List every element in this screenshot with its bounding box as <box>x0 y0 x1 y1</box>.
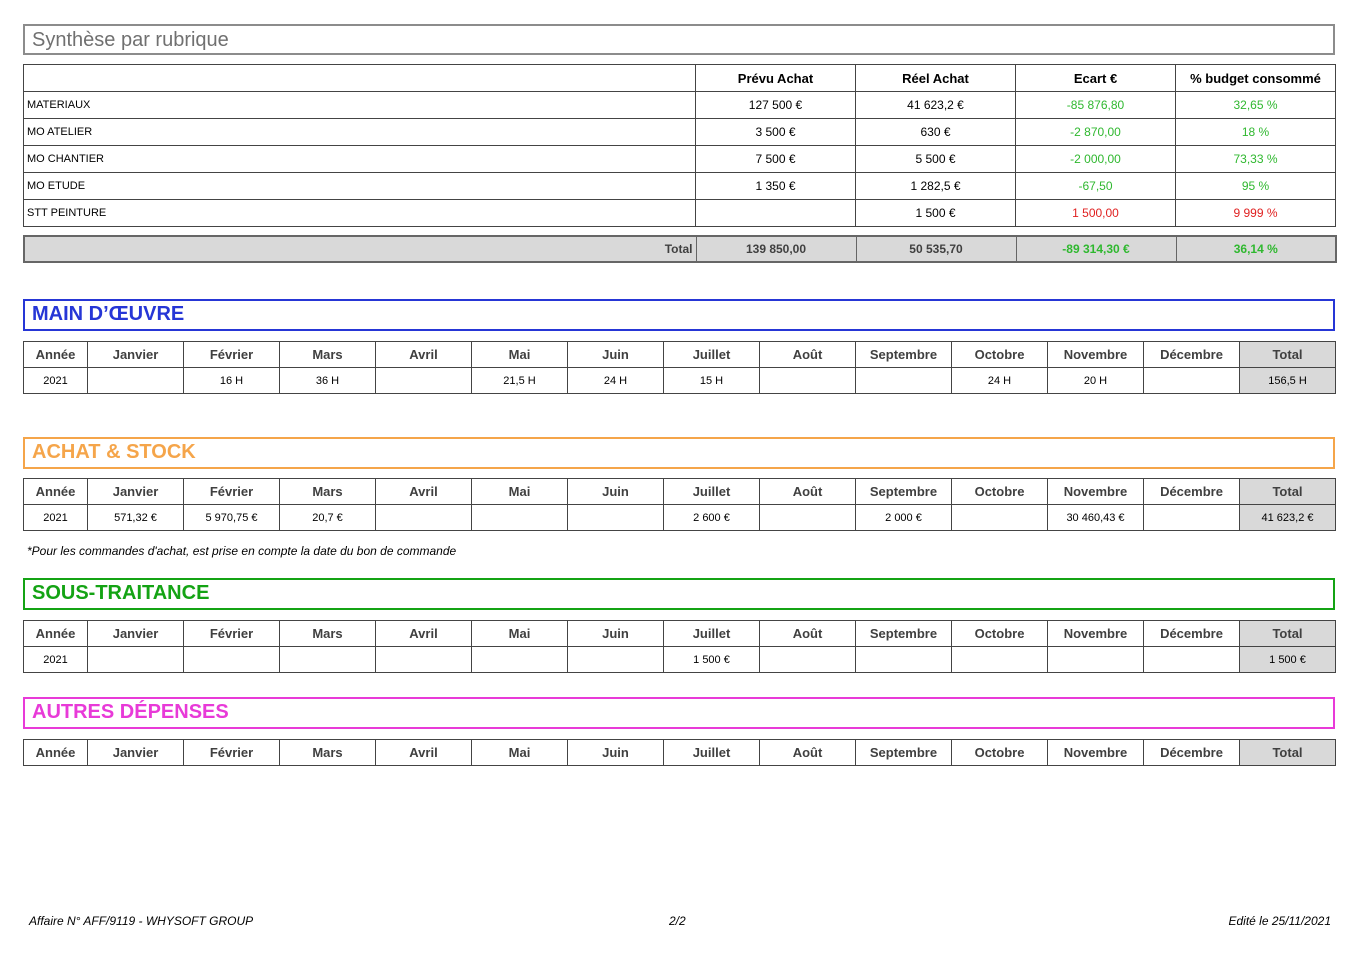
month-cell <box>184 647 280 673</box>
month-cell <box>952 505 1048 531</box>
row-reel: 41 623,2 € <box>856 92 1016 119</box>
month-header-cell: Mars <box>280 479 376 505</box>
total-label: Total <box>24 236 696 262</box>
month-header-cell: Année <box>24 621 88 647</box>
month-header-cell: Juillet <box>664 740 760 766</box>
month-header-cell: Octobre <box>952 479 1048 505</box>
row-reel: 1 500 € <box>856 200 1016 227</box>
month-header-cell: Total <box>1240 621 1336 647</box>
main-oeuvre-table <box>23 341 1336 394</box>
row-prevu: 3 500 € <box>696 119 856 146</box>
month-cell: 2021 <box>24 647 88 673</box>
month-cell <box>376 647 472 673</box>
row-ecart: -2 000,00 <box>1016 146 1176 173</box>
month-cell <box>568 505 664 531</box>
month-header-cell: Mai <box>472 479 568 505</box>
month-header-cell: Avril <box>376 740 472 766</box>
month-cell <box>760 505 856 531</box>
summary-header-reel: Réel Achat <box>856 65 1016 92</box>
month-cell: 24 H <box>952 368 1048 394</box>
month-header-row <box>24 740 1336 766</box>
month-header-cell: Janvier <box>88 740 184 766</box>
row-ecart: 1 500,00 <box>1016 200 1176 227</box>
summary-table <box>23 64 1336 227</box>
month-cell <box>568 647 664 673</box>
achat-stock-title: ACHAT & STOCK <box>32 441 196 463</box>
month-header-cell: Novembre <box>1048 621 1144 647</box>
month-header-cell: Mars <box>280 342 376 368</box>
month-cell <box>856 368 952 394</box>
month-header-cell: Février <box>184 342 280 368</box>
footer-page: 2/2 <box>669 914 686 928</box>
month-cell <box>1144 647 1240 673</box>
row-label: MO ATELIER <box>24 119 696 146</box>
month-cell: 30 460,43 € <box>1048 505 1144 531</box>
autres-depenses-table <box>23 739 1336 766</box>
month-cell: 20 H <box>1048 368 1144 394</box>
month-header-cell: Juillet <box>664 621 760 647</box>
month-cell: 16 H <box>184 368 280 394</box>
month-header-row <box>24 621 1336 647</box>
row-pct: 32,65 % <box>1176 92 1336 119</box>
month-header-cell: Janvier <box>88 479 184 505</box>
month-header-cell: Total <box>1240 740 1336 766</box>
summary-header-row <box>24 65 1336 92</box>
total-reel: 50 535,70 <box>856 236 1016 262</box>
month-header-cell: Avril <box>376 621 472 647</box>
month-cell <box>88 647 184 673</box>
month-cell <box>376 505 472 531</box>
autres-depenses-section-header <box>23 697 1335 729</box>
table-row <box>24 368 1336 394</box>
month-header-cell: Avril <box>376 342 472 368</box>
month-header-cell: Février <box>184 740 280 766</box>
month-cell: 2 600 € <box>664 505 760 531</box>
summary-total-row <box>24 236 1336 262</box>
month-cell <box>760 368 856 394</box>
month-header-cell: Juin <box>568 479 664 505</box>
month-header-cell: Février <box>184 621 280 647</box>
summary-header-label <box>24 65 696 92</box>
table-row <box>24 146 1336 173</box>
month-header-cell: Septembre <box>856 740 952 766</box>
month-header-cell: Juin <box>568 621 664 647</box>
month-cell: 21,5 H <box>472 368 568 394</box>
summary-total-table <box>23 235 1337 263</box>
month-header-row <box>24 479 1336 505</box>
summary-title: Synthèse par rubrique <box>32 29 229 51</box>
month-header-cell: Année <box>24 740 88 766</box>
month-header-cell: Novembre <box>1048 740 1144 766</box>
main-oeuvre-section-header <box>23 299 1335 331</box>
total-pct: 36,14 % <box>1176 236 1336 262</box>
row-reel: 5 500 € <box>856 146 1016 173</box>
row-label: MO ETUDE <box>24 173 696 200</box>
month-cell: 156,5 H <box>1240 368 1336 394</box>
month-header-cell: Décembre <box>1144 740 1240 766</box>
footer-affaire: Affaire N° AFF/9119 - WHYSOFT GROUP <box>29 914 254 928</box>
month-header-cell: Décembre <box>1144 621 1240 647</box>
month-header-row <box>24 342 1336 368</box>
table-row <box>24 119 1336 146</box>
month-header-cell: Juin <box>568 342 664 368</box>
month-header-cell: Juin <box>568 740 664 766</box>
achat-note: *Pour les commandes d'achat, est prise en compte la date du bon de commande <box>27 544 457 558</box>
month-header-cell: Août <box>760 621 856 647</box>
month-cell: 2021 <box>24 505 88 531</box>
month-cell: 20,7 € <box>280 505 376 531</box>
month-cell: 571,32 € <box>88 505 184 531</box>
sous-traitance-section-header <box>23 578 1335 610</box>
month-header-cell: Avril <box>376 479 472 505</box>
row-prevu: 7 500 € <box>696 146 856 173</box>
month-cell <box>1144 505 1240 531</box>
month-cell <box>1144 368 1240 394</box>
month-cell <box>280 647 376 673</box>
month-header-cell: Année <box>24 479 88 505</box>
month-cell: 1 500 € <box>664 647 760 673</box>
month-header-cell: Janvier <box>88 342 184 368</box>
month-header-cell: Août <box>760 342 856 368</box>
month-cell: 41 623,2 € <box>1240 505 1336 531</box>
month-header-cell: Mai <box>472 342 568 368</box>
row-ecart: -67,50 <box>1016 173 1176 200</box>
month-cell <box>88 368 184 394</box>
table-row <box>24 505 1336 531</box>
main-oeuvre-title: MAIN D’ŒUVRE <box>32 303 185 325</box>
row-pct: 73,33 % <box>1176 146 1336 173</box>
total-ecart: -89 314,30 € <box>1016 236 1176 262</box>
autres-depenses-title: AUTRES DÉPENSES <box>32 701 229 723</box>
month-header-cell: Mai <box>472 621 568 647</box>
table-row <box>24 647 1336 673</box>
row-prevu <box>696 200 856 227</box>
summary-header-ecart: Ecart € <box>1016 65 1176 92</box>
month-header-cell: Février <box>184 479 280 505</box>
month-header-cell: Total <box>1240 479 1336 505</box>
row-pct: 95 % <box>1176 173 1336 200</box>
month-header-cell: Octobre <box>952 621 1048 647</box>
month-cell <box>760 647 856 673</box>
row-ecart: -85 876,80 <box>1016 92 1176 119</box>
row-pct: 9 999 % <box>1176 200 1336 227</box>
row-reel: 630 € <box>856 119 1016 146</box>
month-header-cell: Août <box>760 740 856 766</box>
table-row <box>24 200 1336 227</box>
month-header-cell: Juillet <box>664 479 760 505</box>
month-cell <box>472 505 568 531</box>
month-cell: 2 000 € <box>856 505 952 531</box>
month-header-cell: Décembre <box>1144 342 1240 368</box>
month-cell: 24 H <box>568 368 664 394</box>
sous-traitance-table <box>23 620 1336 673</box>
month-cell <box>856 647 952 673</box>
month-header-cell: Septembre <box>856 479 952 505</box>
month-header-cell: Septembre <box>856 621 952 647</box>
month-header-cell: Novembre <box>1048 342 1144 368</box>
month-header-cell: Octobre <box>952 342 1048 368</box>
month-header-cell: Juillet <box>664 342 760 368</box>
month-header-cell: Janvier <box>88 621 184 647</box>
month-cell: 1 500 € <box>1240 647 1336 673</box>
row-pct: 18 % <box>1176 119 1336 146</box>
table-row <box>24 92 1336 119</box>
month-cell: 15 H <box>664 368 760 394</box>
row-reel: 1 282,5 € <box>856 173 1016 200</box>
achat-stock-section-header <box>23 437 1335 469</box>
footer-date: Edité le 25/11/2021 <box>1228 914 1331 928</box>
month-cell: 5 970,75 € <box>184 505 280 531</box>
month-header-cell: Mai <box>472 740 568 766</box>
row-label: MATERIAUX <box>24 92 696 119</box>
row-label: MO CHANTIER <box>24 146 696 173</box>
summary-header-pct: % budget consommé <box>1176 65 1336 92</box>
sous-traitance-title: SOUS-TRAITANCE <box>32 582 210 604</box>
month-cell <box>1048 647 1144 673</box>
row-prevu: 127 500 € <box>696 92 856 119</box>
row-ecart: -2 870,00 <box>1016 119 1176 146</box>
month-header-cell: Octobre <box>952 740 1048 766</box>
month-header-cell: Décembre <box>1144 479 1240 505</box>
month-cell: 2021 <box>24 368 88 394</box>
row-label: STT PEINTURE <box>24 200 696 227</box>
month-header-cell: Novembre <box>1048 479 1144 505</box>
month-cell <box>472 647 568 673</box>
month-header-cell: Année <box>24 342 88 368</box>
month-cell <box>952 647 1048 673</box>
row-prevu: 1 350 € <box>696 173 856 200</box>
month-header-cell: Mars <box>280 621 376 647</box>
month-header-cell: Septembre <box>856 342 952 368</box>
month-header-cell: Total <box>1240 342 1336 368</box>
table-row <box>24 173 1336 200</box>
month-cell: 36 H <box>280 368 376 394</box>
month-header-cell: Août <box>760 479 856 505</box>
summary-title-box <box>23 24 1335 55</box>
total-prevu: 139 850,00 <box>696 236 856 262</box>
achat-stock-table <box>23 478 1336 531</box>
month-header-cell: Mars <box>280 740 376 766</box>
month-cell <box>376 368 472 394</box>
summary-header-prevu: Prévu Achat <box>696 65 856 92</box>
